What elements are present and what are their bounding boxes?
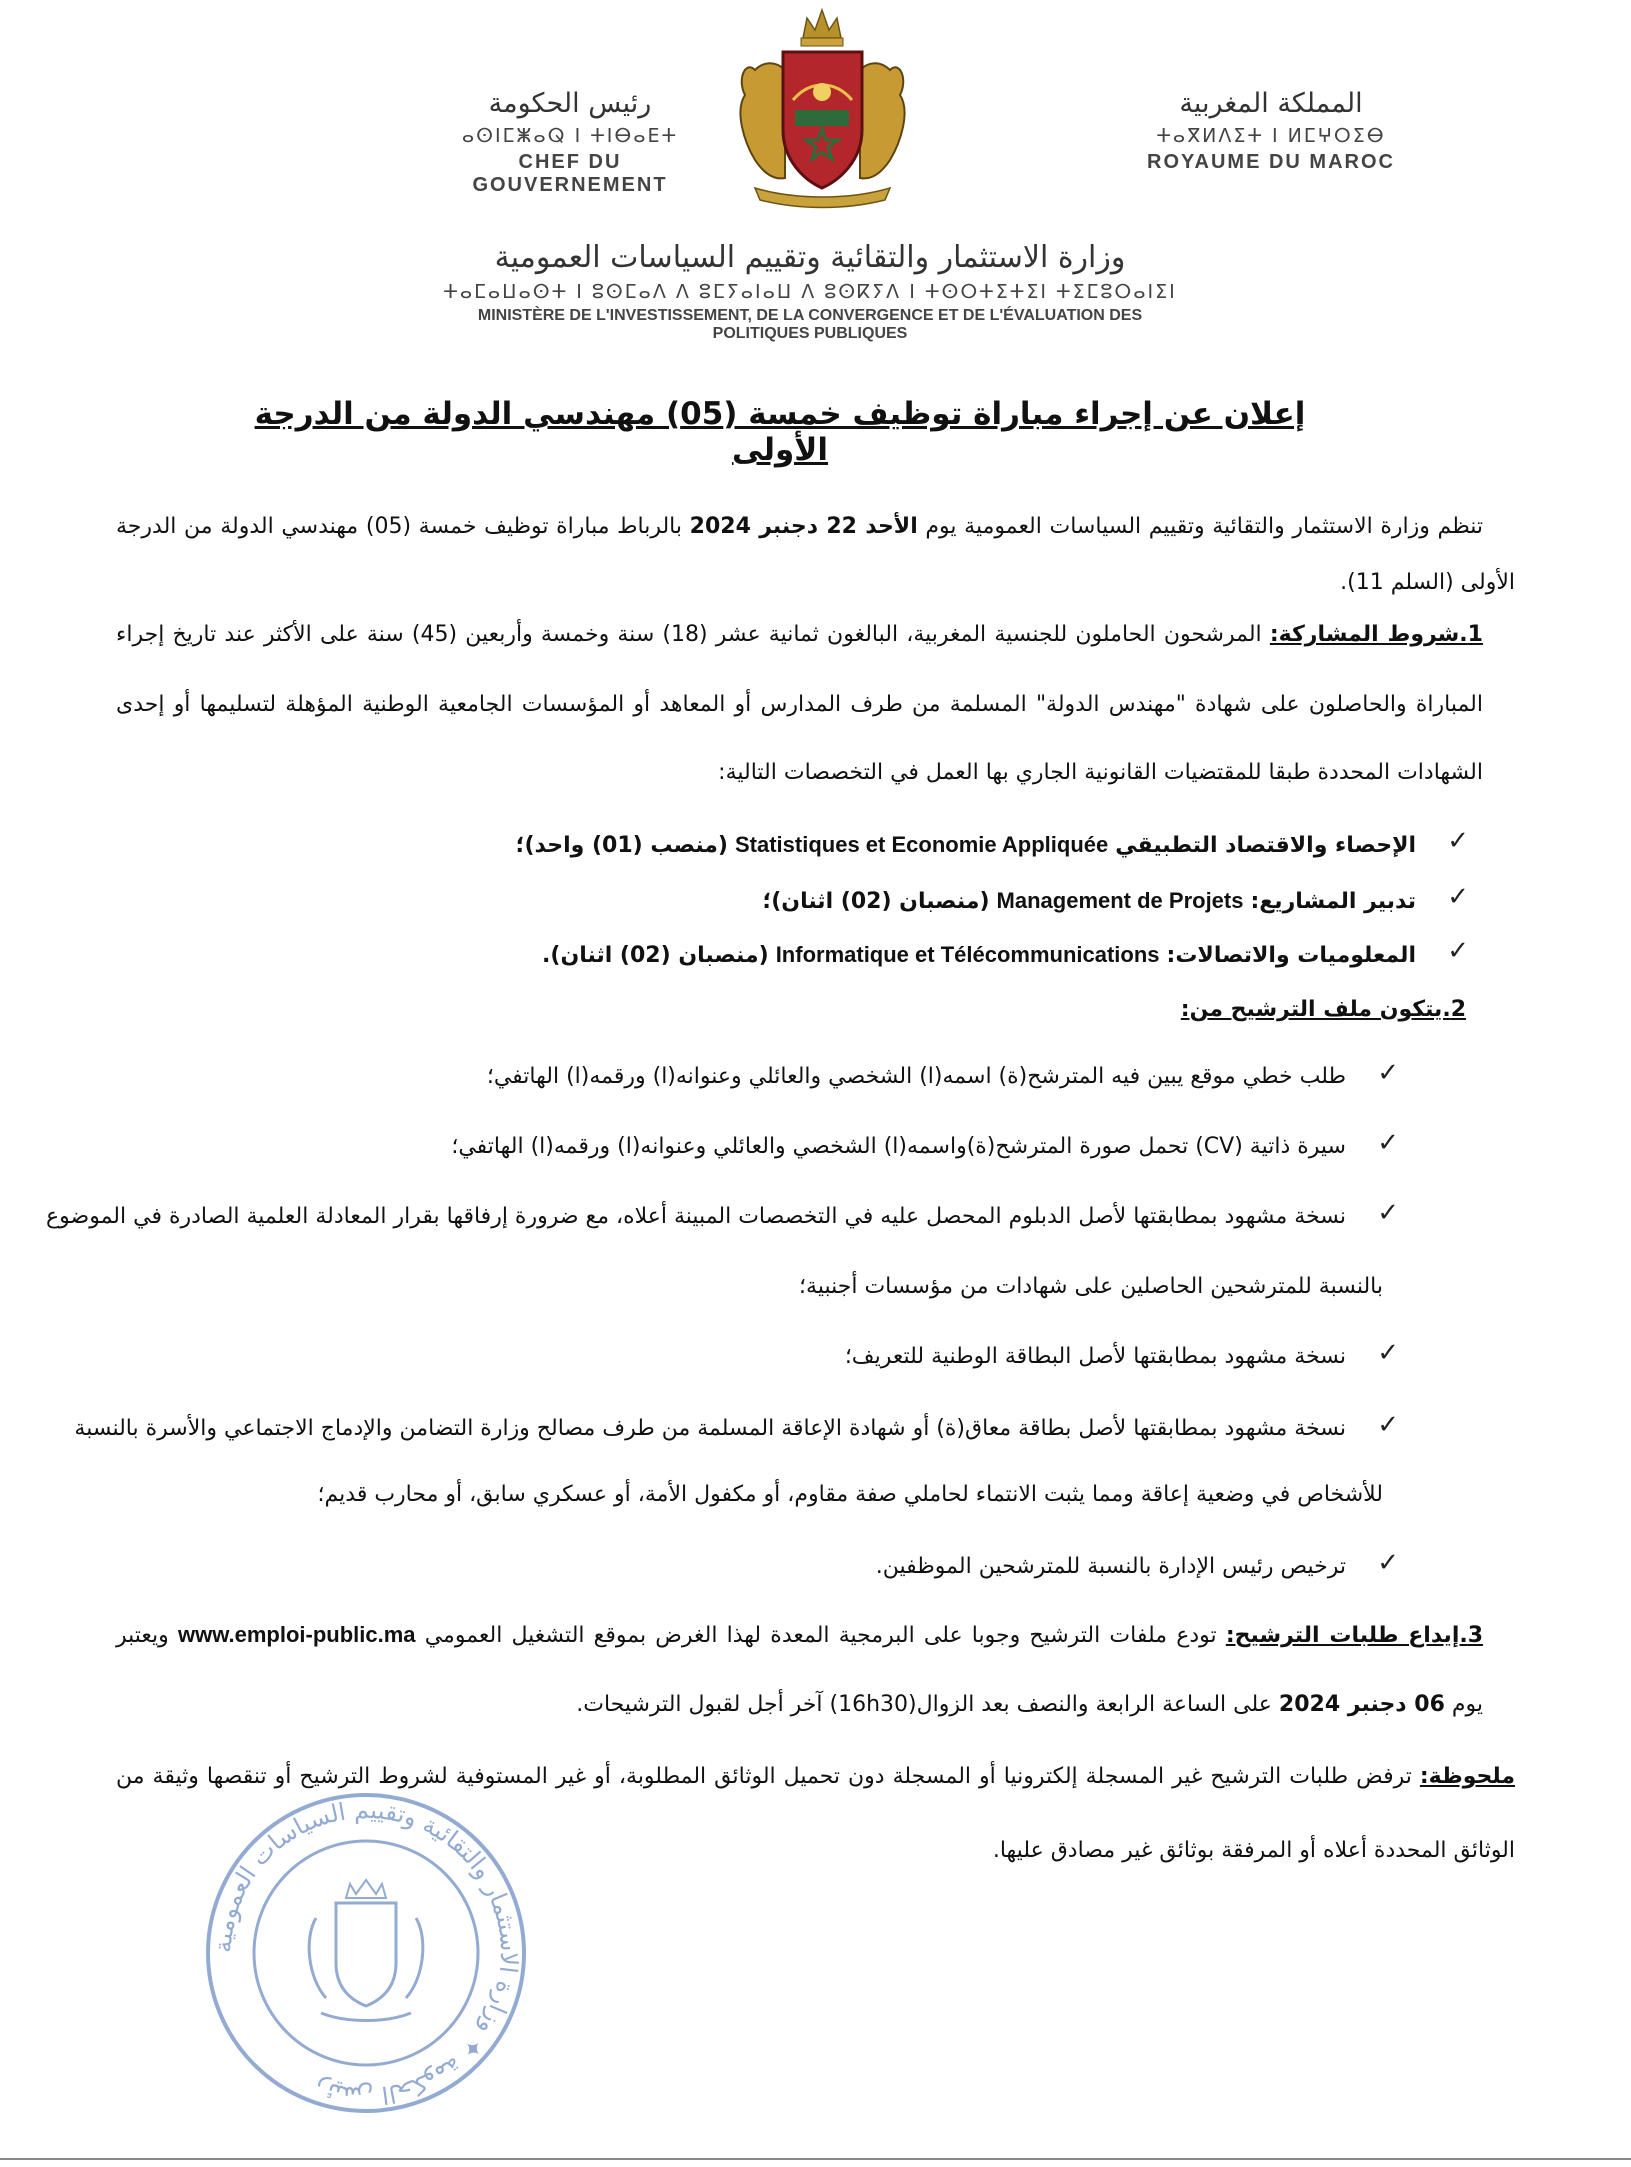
document-item: ترخيص رئيس الإدارة بالنسبة للمترشحين الموظفين. — [875, 1554, 1346, 1579]
ministry-arabic: وزارة الاستثمار والتقائية وتقييم السياسات العمومية — [494, 240, 1126, 275]
section3-text-b: ويعتبر — [116, 1623, 169, 1648]
specialty-posts: (منصبان (02) اثنان)؛ — [762, 889, 990, 914]
announcement-title: إعلان عن إجراء مباراة توظيف خمسة (05) مهندسي الدولة من الدرجة الأولى — [254, 396, 1306, 468]
header-ministry — [430, 240, 1190, 343]
section1-line-1 — [116, 620, 1483, 650]
ministry-tifinagh: ⵜⴰⵎⴰⵡⴰⵙⵜ ⵏ ⵓⵙⵎⴰⴷ ⴷ ⵓⵎⵢⴰⵏⴰⵡ ⴷ ⵓⵙⴽⵢⴷ ⵏ ⵜⵙⵔⵜⵉⵜⵉⵏ ⵜⵉⵎⵓⵔⴰⵏⵉⵏ — [443, 281, 1177, 303]
note-line-2: الوثائق المحددة أعلاه أو المرفقة بوثائق غير مصادق عليها. — [992, 1838, 1515, 1863]
header-head-of-government — [420, 88, 720, 197]
specialty-posts: (منصبان (02) اثنان). — [542, 943, 769, 968]
hog-arabic: رئيس الحكومة — [488, 88, 652, 119]
section3-heading: 3.إيداع طلبات الترشيح: — [1225, 1623, 1484, 1648]
check-icon: ✓ — [1377, 1338, 1399, 1368]
header-kingdom — [1121, 88, 1421, 174]
stamp-text: رئيس الحكومة ✦ وزارة الاستثمار والتقائية وتقييم السياسات العمومية — [208, 1795, 524, 2111]
specialty-fr: Management de Projets — [996, 888, 1244, 913]
specialty-item — [516, 830, 1416, 861]
section2-heading-text: 2.يتكون ملف الترشيح من: — [1180, 997, 1466, 1022]
intro-text-b: بالرباط مباراة توظيف خمسة (05) مهندسي الدولة من الدرجة — [116, 514, 682, 539]
section3-line-2 — [576, 1690, 1483, 1720]
svg-text:رئيس الحكومة ✦ وزارة الاستثمار — [209, 1796, 523, 2111]
section1-text-1: المرشحون الحاملون للجنسية المغربية، البالغون ثمانية عشر (18) سنة وخمسة وأربعين (45) سنة على الأكثر عند تاريخ إجراء — [116, 622, 1262, 647]
specialty-fr: Statistiques et Economie Appliquée — [734, 832, 1109, 857]
specialty-posts: (منصب (01) واحد)؛ — [515, 833, 728, 858]
section1-line-2: المباراة والحاصلون على شهادة "مهندس الدولة" المسلمة من طرف المدارس أو المعاهد أو المؤسسات الجامعية الوطنية المؤهلة لتسليمها أو إحدى — [116, 692, 1483, 717]
note-text-1: ترفض طلبات الترشيح غير المسجلة إلكترونيا أو المسجلة دون تحميل الوثائق المطلوبة، أو غير المستوفية لشروط الترشيح أو تنقصها وثيقة من — [116, 1764, 1412, 1789]
moroccan-coat-of-arms-icon — [715, 0, 930, 212]
specialty-ar: تدبير المشاريع: — [1250, 889, 1416, 914]
ministry-french: MINISTÈRE DE L'INVESTISSEMENT, DE LA CONVERGENCE ET DE L'ÉVALUATION DES POLITIQUES PUBLIQUES — [477, 307, 1143, 342]
emploi-public-website: www.emploi-public.ma — [177, 1622, 416, 1647]
section3-text-a: تودع ملفات الترشيح وجوبا على البرمجية المعدة لهذا الغرض بموقع التشغيل العمومي — [424, 1623, 1217, 1648]
check-icon: ✓ — [1447, 936, 1469, 966]
intro-text-a: تنظم وزارة الاستثمار والتقائية وتقييم السياسات العمومية يوم — [925, 514, 1484, 539]
specialty-ar: الإحصاء والاقتصاد التطبيقي — [1115, 833, 1416, 858]
intro-line-2: الأولى (السلم 11). — [1340, 570, 1515, 595]
document-item: نسخة مشهود بمطابقتها لأصل البطاقة الوطنية للتعريف؛ — [844, 1344, 1346, 1369]
check-icon: ✓ — [1377, 1548, 1399, 1578]
specialty-item — [762, 886, 1416, 917]
check-icon: ✓ — [1377, 1058, 1399, 1088]
check-icon: ✓ — [1447, 826, 1469, 856]
specialty-fr: Informatique et Télécommunications — [775, 942, 1160, 967]
check-icon: ✓ — [1377, 1198, 1399, 1228]
note-heading: ملحوظة: — [1419, 1764, 1515, 1789]
hog-french: CHEF DU GOUVERNEMENT — [472, 151, 668, 196]
hog-tifinagh: ⴰⵙⵏⵎⵥⴰⵕ ⵏ ⵜⵏⴱⴰⴹⵜ — [461, 125, 679, 147]
specialty-item — [542, 940, 1416, 971]
document-item: سيرة ذاتية (CV) تحمل صورة المترشح(ة)واسمه(ا) الشخصي والعائلي وعنوانه(ا) ورقمه(ا) الهاتفي؛ — [451, 1134, 1346, 1159]
section2-heading — [1181, 995, 1466, 1025]
deadline-date: 06 دجنبر 2024 — [1278, 1692, 1445, 1717]
document-item: نسخة مشهود بمطابقتها لأصل الدبلوم المحصل عليه في التخصصات المبينة أعلاه، مع ضرورة إرفاقها بقرار المعادلة العلمية الصادرة في الموضوع — [46, 1204, 1346, 1229]
document-item: طلب خطي موقع يبين فيه المترشح(ة) اسمه(ا) الشخصي والعائلي وعنوانه(ا) ورقمه(ا) الهاتفي؛ — [486, 1064, 1346, 1089]
page-bottom-edge — [0, 2158, 1631, 2160]
section1-heading: 1.شروط المشاركة: — [1269, 622, 1483, 647]
document-item: نسخة مشهود بمطابقتها لأصل بطاقة معاق(ة) أو شهادة الإعاقة المسلمة من طرف مصالح وزارة التضامن والإدماج الاجتماعي والأسرة بالنسبة — [74, 1416, 1346, 1441]
check-icon: ✓ — [1377, 1128, 1399, 1158]
section1-line-3: الشهادات المحددة طبقا للمقتضيات القانونية الجاري بها العمل في التخصصات التالية: — [718, 760, 1483, 785]
kingdom-arabic: المملكة المغربية — [1179, 88, 1363, 119]
document-item-cont: للأشخاص في وضعية إعاقة ومما يثبت الانتماء لحاملي صفة مقاوم، أو مكفول الأمة، أو عسكري سابق، أو محارب قديم؛ — [317, 1482, 1383, 1507]
section3-text-d: على الساعة الرابعة والنصف بعد الزوال(16h30) آخر أجل لقبول الترشيحات. — [576, 1692, 1272, 1717]
check-icon: ✓ — [1377, 1410, 1399, 1440]
check-icon: ✓ — [1447, 882, 1469, 912]
kingdom-tifinagh: ⵜⴰⴳⵍⴷⵉⵜ ⵏ ⵍⵎⵖⵔⵉⴱ — [1156, 125, 1386, 147]
document-item-cont: بالنسبة للمترشحين الحاصلين على شهادات من مؤسسات أجنبية؛ — [799, 1274, 1383, 1299]
section3-text-c: يوم — [1451, 1692, 1483, 1717]
intro-date: الأحد 22 دجنبر 2024 — [689, 514, 918, 539]
intro-line-1 — [116, 512, 1483, 542]
section3-line-1 — [116, 1620, 1483, 1651]
official-stamp-icon — [196, 1788, 536, 2118]
kingdom-french: ROYAUME DU MAROC — [1147, 151, 1395, 173]
specialty-ar: المعلوميات والاتصالات: — [1166, 943, 1416, 968]
